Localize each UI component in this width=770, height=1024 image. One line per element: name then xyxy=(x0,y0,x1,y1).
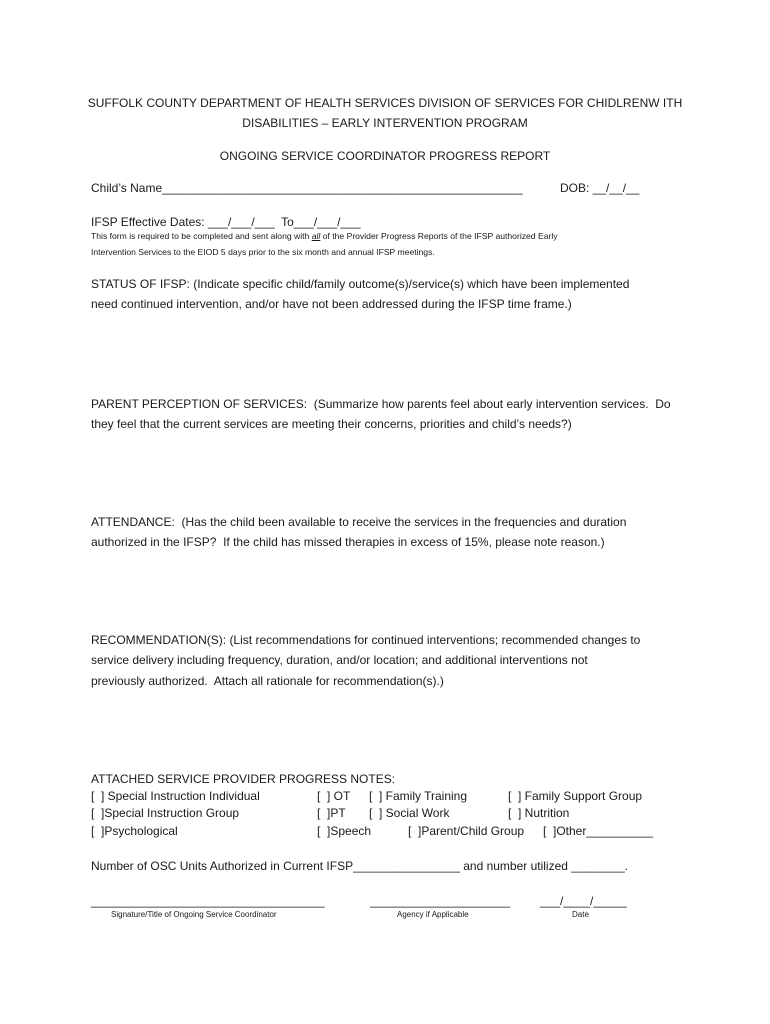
notice-line-1 xyxy=(91,231,558,242)
checkbox-parent-child-group[interactable]: [ ]Parent/Child Group xyxy=(408,824,525,838)
status-line-1: STATUS OF IFSP: (Indicate specific child/family outcome(s)/service(s) which have been implemented xyxy=(91,277,630,291)
parent-line-1: PARENT PERCEPTION OF SERVICES: (Summarize how parents feel about early intervention services. Do xyxy=(91,397,671,411)
dob-field[interactable]: DOB: __/__/__ xyxy=(560,181,640,195)
checkbox-psychological[interactable]: [ ]Psychological xyxy=(91,824,178,838)
notice-line-2: Intervention Services to the EIOD 5 days prior to the six month and annual IFSP meetings. xyxy=(91,247,435,257)
checkbox-family-training[interactable]: [ ] Family Training xyxy=(369,789,468,803)
checkbox-speech[interactable]: [ ]Speech xyxy=(317,824,372,838)
status-line-2: need continued intervention, and/or have not been addressed during the IFSP time frame.) xyxy=(91,297,572,311)
notice-text-b: of the Provider Progress Reports of the IFSP authorized Early xyxy=(320,231,558,241)
ifsp-dates-field[interactable]: IFSP Effective Dates: ___/___/___ To___/___/___ xyxy=(91,215,361,229)
agency-line[interactable]: _____________________ xyxy=(370,894,511,908)
attached-heading: ATTACHED SERVICE PROVIDER PROGRESS NOTES: xyxy=(91,772,396,786)
parent-line-2: they feel that the current services are meeting their concerns, priorities and child’s needs?) xyxy=(91,417,572,431)
checkbox-social-work[interactable]: [ ] Social Work xyxy=(369,806,450,820)
date-label: Date xyxy=(572,910,589,919)
checkbox-pt[interactable]: [ ]PT xyxy=(317,806,346,820)
checkbox-family-support-group[interactable]: [ ] Family Support Group xyxy=(508,789,643,803)
checkbox-special-instruction-group[interactable]: [ ]Special Instruction Group xyxy=(91,806,240,820)
units-line[interactable]: Number of OSC Units Authorized in Current IFSP________________ and number utilized ________. xyxy=(91,859,629,873)
report-title: ONGOING SERVICE COORDINATOR PROGRESS REPORT xyxy=(219,149,551,163)
attendance-line-2: authorized in the IFSP? If the child has missed therapies in excess of 15%, please note reason.) xyxy=(91,535,605,549)
notice-text-a: This form is required to be completed and sent along with xyxy=(91,231,312,241)
header-line-1: SUFFOLK COUNTY DEPARTMENT OF HEALTH SERVICES DIVISION OF SERVICES FOR CHIDLRENW ITH xyxy=(87,96,683,110)
checkbox-other[interactable]: [ ]Other__________ xyxy=(543,824,654,838)
date-line[interactable]: ___/____/_____ xyxy=(540,894,627,908)
checkbox-special-instruction-individual[interactable]: [ ] Special Instruction Individual xyxy=(91,789,260,803)
recommendation-line-2: service delivery including frequency, duration, and/or location; and additional interventions not xyxy=(91,653,588,667)
notice-emphasis: all xyxy=(311,231,321,241)
childs-name-field[interactable]: Child’s Name______________________________________________________ xyxy=(91,181,523,195)
attendance-line-1: ATTENDANCE: (Has the child been available to receive the services in the frequencies and duration xyxy=(91,515,627,529)
signature-line[interactable]: ___________________________________ xyxy=(91,894,325,908)
checkbox-ot[interactable]: [ ] OT xyxy=(317,789,351,803)
recommendation-line-1: RECOMMENDATION(S): (List recommendations for continued interventions; recommended changes to xyxy=(91,633,641,647)
signature-label: Signature/Title of Ongoing Service Coordinator xyxy=(111,910,277,919)
recommendation-line-3: previously authorized. Attach all rationale for recommendation(s).) xyxy=(91,674,444,688)
agency-label: Agency if Applicable xyxy=(397,910,469,919)
header-line-2: DISABILITIES – EARLY INTERVENTION PROGRAM xyxy=(242,116,528,130)
checkbox-nutrition[interactable]: [ ] Nutrition xyxy=(508,806,570,820)
